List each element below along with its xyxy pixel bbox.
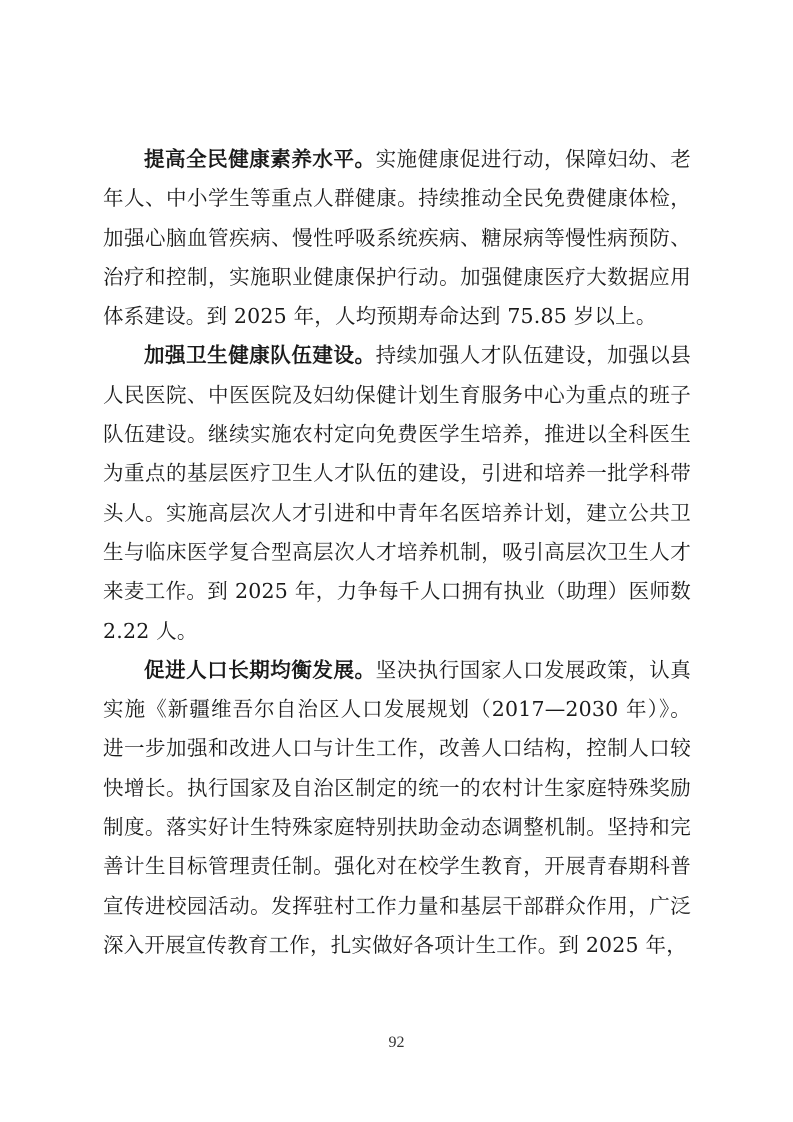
paragraph-heading: 加强卫生健康队伍建设。 — [144, 343, 376, 368]
paragraph-population-development — [103, 651, 691, 965]
paragraph-text: 实施健康促进行动，保障妇幼、老年人、中小学生等重点人群健康。持续推动全民免费健康体检，加强心脑血管疾病、慢性呼吸系统疾病、糖尿病等慢性病预防、治疗和控制，实施职业健康保护行动。加强健康医疗大数据应用体系建设。到 2025 年，人均预期寿命达到 75.85 岁以上。 — [103, 147, 692, 329]
document-body — [103, 140, 691, 965]
paragraph-heading: 提高全民健康素养水平。 — [144, 147, 376, 171]
page-number: 92 — [388, 1034, 405, 1051]
paragraph-text: 持续加强人才队伍建设，加强以县人民医院、中医医院及妇幼保健计划生育服务中心为重点的班子队伍建设。继续实施农村定向免费医学生培养，推进以全科医生为重点的基层医疗卫生人才队伍的建设，引进和培养一批学科带头人。实施高层次人才引进和中青年名医培养计划，建立公共卫生与临床医学复合型高层次人才培养机制，吸引高层次卫生人才来麦工作。到 2025 年，力争每千人口拥有执业（助理）医师数 2.22 人。 — [103, 343, 692, 643]
paragraph-health-literacy — [103, 140, 691, 336]
paragraph-health-workforce — [103, 336, 691, 650]
paragraph-heading: 促进人口长期均衡发展。 — [144, 657, 376, 682]
paragraph-text: 坚决执行国家人口发展政策，认真实施《新疆维吾尔自治区人口发展规划（2017—2030 年）》。进一步加强和改进人口与计生工作，改善人口结构，控制人口较快增长。执行国家及自治区制定的统一的农村计生家庭特殊奖励制度。落实好计生特殊家庭特别扶助金动态调整机制。坚持和完善计生目标管理责任制。强化对在校学生教育，开展青春期科普宣传进校园活动。发挥驻村工作力量和基层干部群众作用，广泛深入开展宣传教育工作，扎实做好各项计生工作。到 2025 年， — [103, 657, 692, 957]
